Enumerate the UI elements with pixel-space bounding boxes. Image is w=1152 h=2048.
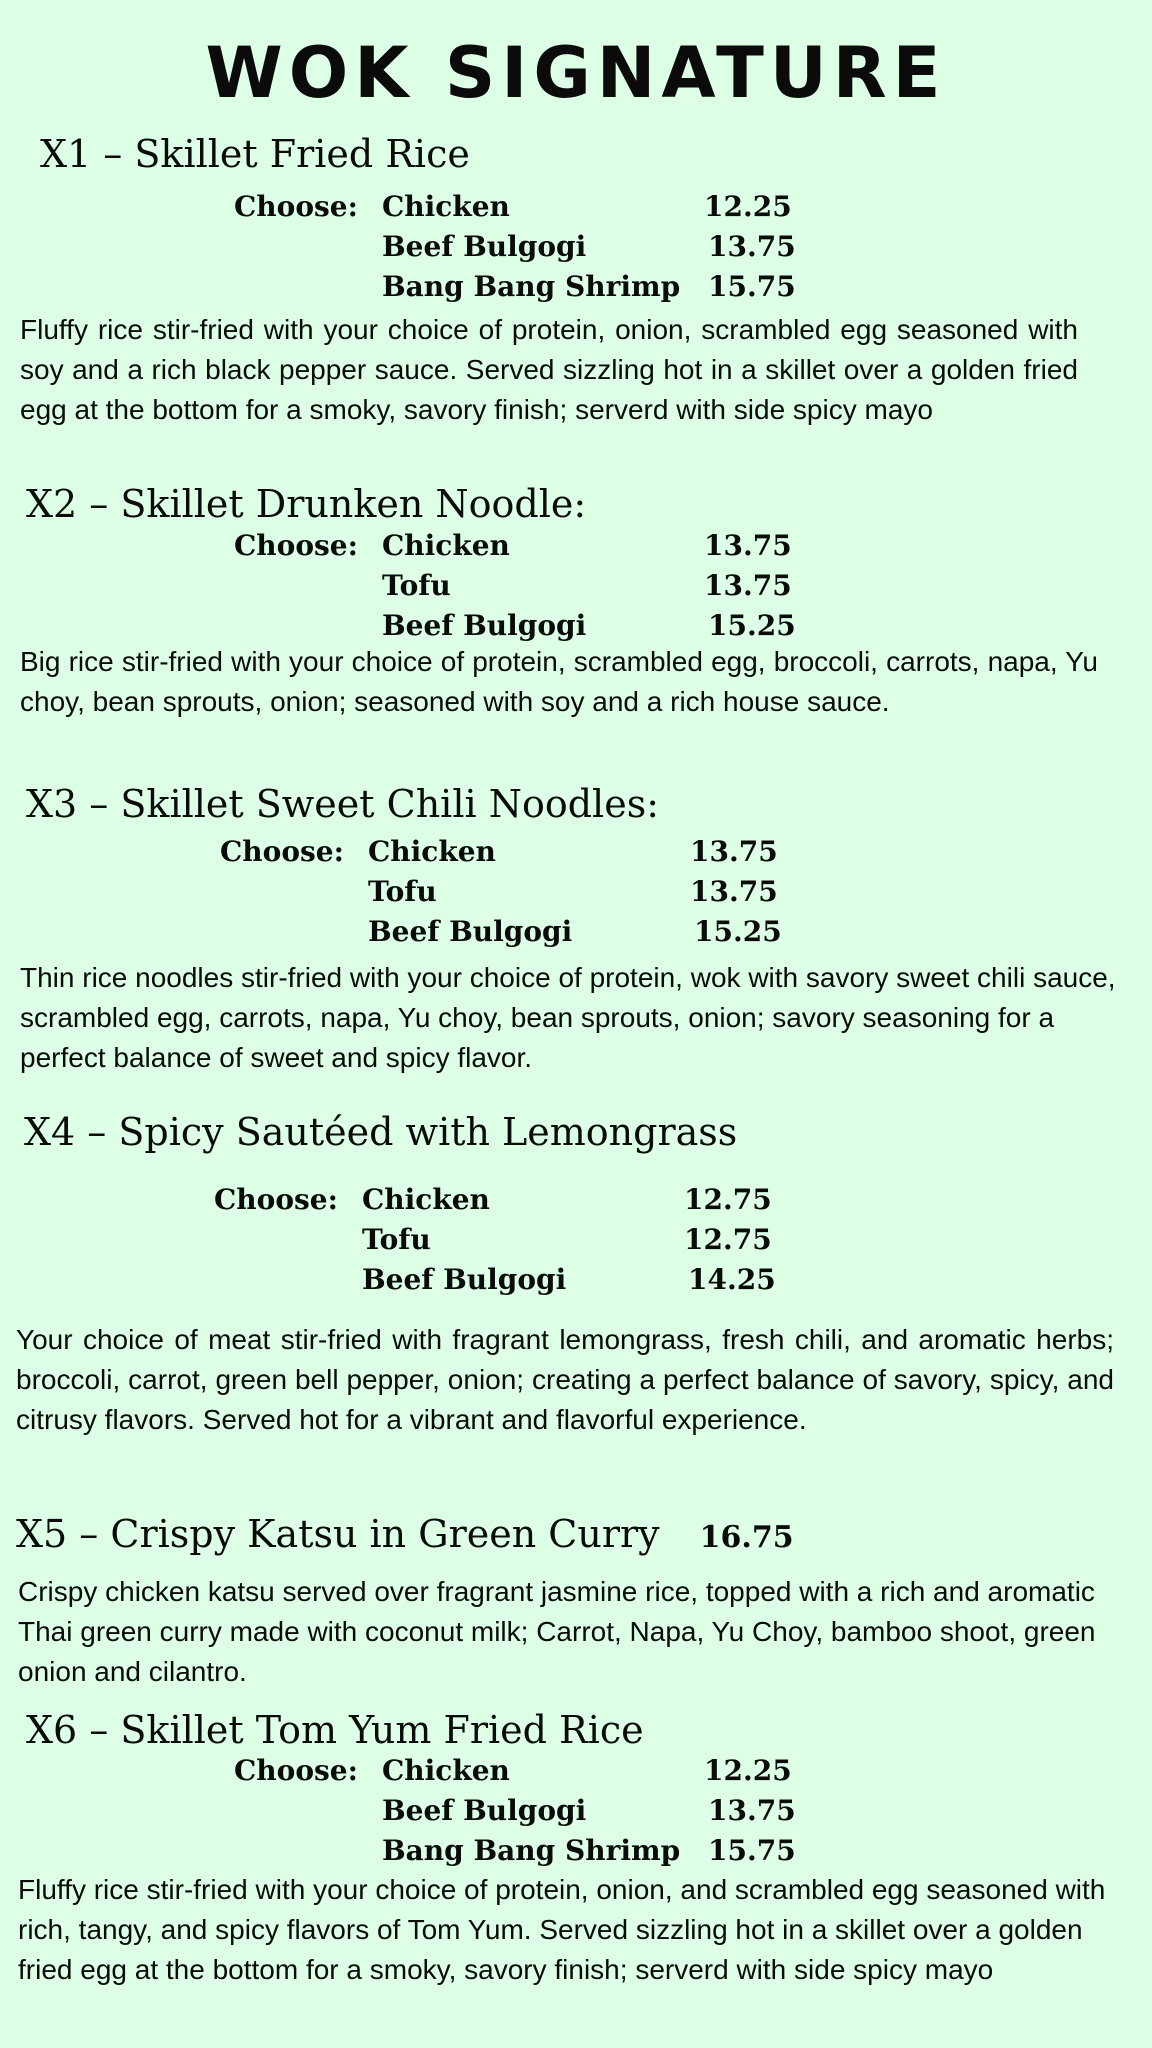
option-price: 14.25 xyxy=(688,1263,776,1296)
option-price: 12.75 xyxy=(684,1183,772,1216)
choose-label: Choose: xyxy=(234,190,358,223)
item-description: Thin rice noodles stir-fried with your choice of protein, wok with savory sweet chili sauce, scrambled egg, carrots, napa, Yu choy, bean sprouts, onion; savory seasoning for a perfect balance of sweet and spicy flavor. xyxy=(20,962,1116,1073)
option-name: Bang Bang Shrimp xyxy=(382,1834,681,1867)
option-name: Beef Bulgogi xyxy=(382,609,587,642)
item-description: Big rice stir-fried with your choice of protein, scrambled egg, broccoli, carrots, napa, Yu choy, bean sprouts, onion; seasoned with soy and a rich house sauce. xyxy=(20,646,1098,717)
option-price: 12.75 xyxy=(684,1223,772,1256)
option-name: Beef Bulgogi xyxy=(368,915,573,948)
menu-title: WOK SIGNATURE xyxy=(205,32,947,114)
item-title-x3: X3 – Skillet Sweet Chili Noodles: xyxy=(26,782,659,826)
option-name: Beef Bulgogi xyxy=(382,230,587,263)
option-name: Tofu xyxy=(368,875,437,908)
item-description: Fluffy rice stir-fried with your choice of protein, onion, scrambled egg seasoned with soy and a rich black pepper sauce. Served sizzling hot in a skillet over a golden fried egg at the bottom for a smoky, savory finish; serverd with side spicy mayo xyxy=(20,314,1078,425)
option-price: 13.75 xyxy=(708,230,796,263)
choose-label: Choose: xyxy=(234,1754,358,1787)
option-name: Beef Bulgogi xyxy=(362,1263,567,1296)
option-name: Bang Bang Shrimp xyxy=(382,270,681,303)
item-price: 16.75 xyxy=(699,1520,794,1555)
choose-label: Choose: xyxy=(214,1183,338,1216)
option-price: 15.25 xyxy=(708,609,796,642)
option-name: Tofu xyxy=(382,569,451,602)
option-name: Chicken xyxy=(362,1183,490,1216)
item-title-x6: X6 – Skillet Tom Yum Fried Rice xyxy=(26,1708,644,1752)
option-price: 13.75 xyxy=(704,569,792,602)
option-name: Beef Bulgogi xyxy=(382,1794,587,1827)
option-price: 12.25 xyxy=(704,190,792,223)
item-description: Fluffy rice stir-fried with your choice of protein, onion, and scrambled egg seasoned with rich, tangy, and spicy flavors of Tom Yum. Served sizzling hot in a skillet over a golden fried egg at the bottom for a smoky, savory finish; serverd with side spicy mayo xyxy=(18,1874,1106,1985)
option-price: 13.75 xyxy=(690,875,778,908)
item-title-x1: X1 – Skillet Fried Rice xyxy=(40,132,470,176)
choose-label: Choose: xyxy=(220,835,344,868)
option-price: 13.75 xyxy=(704,529,792,562)
item-description: Your choice of meat stir-fried with fragrant lemongrass, fresh chili, and aromatic herbs; broccoli, carrot, green bell pepper, onion; creating a perfect balance of savory, spicy, and citrusy flavors. Served hot for a vibrant and flavorful experience. xyxy=(16,1324,1114,1435)
item-title-x2: X2 – Skillet Drunken Noodle: xyxy=(26,482,587,526)
option-name: Tofu xyxy=(362,1223,431,1256)
item-title-x5 xyxy=(16,1510,794,1562)
option-price: 15.25 xyxy=(694,915,782,948)
option-price: 12.25 xyxy=(704,1754,792,1787)
option-price: 15.75 xyxy=(708,1834,796,1867)
option-price: 13.75 xyxy=(708,1794,796,1827)
option-name: Chicken xyxy=(382,1754,510,1787)
choose-label: Choose: xyxy=(234,529,358,562)
option-name: Chicken xyxy=(382,529,510,562)
item-title-text: X5 – Crispy Katsu in Green Curry xyxy=(16,1512,660,1556)
option-price: 13.75 xyxy=(690,835,778,868)
option-name: Chicken xyxy=(382,190,510,223)
option-price: 15.75 xyxy=(708,270,796,303)
item-description: Crispy chicken katsu served over fragrant jasmine rice, topped with a rich and aromatic Thai green curry made with coconut milk; Carrot, Napa, Yu Choy, bamboo shoot, green onion and cilantro. xyxy=(18,1576,1096,1687)
option-name: Chicken xyxy=(368,835,496,868)
item-title-x4: X4 – Spicy Sautéed with Lemongrass xyxy=(24,1110,738,1154)
